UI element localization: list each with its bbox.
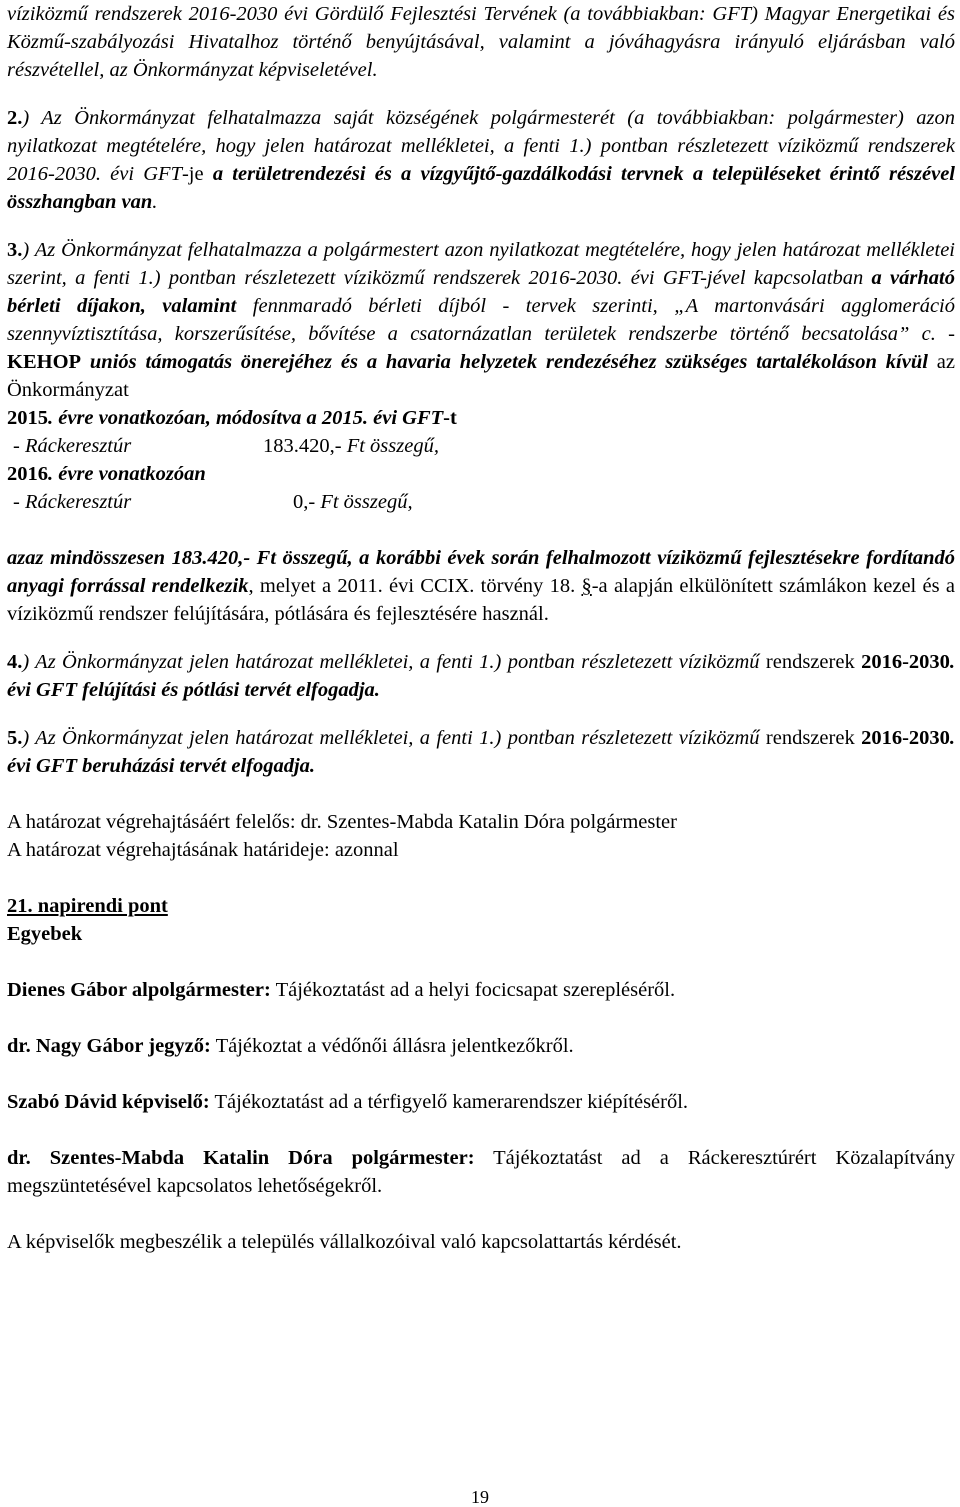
paragraph-3-number: 3. [7, 239, 23, 261]
total-paragraph: azaz mindösszesen 183.420,- Ft összegű, a korábbi évek során felhalmozott víziközmű fejlesztésekre fordítandó anyagi forrással rendelkezik, melyet a 2011. évi CCIX. törvény 18. §-a alapján elkülönített számlákon kezel és a víziközmű rendszer felújítására, pótlására és fejlesztésére használ. [7, 547, 955, 625]
agenda-title: Egyebek [7, 923, 83, 945]
paragraph-5: 5.) Az Önkormányzat jelen határozat mellékletei, a fenti 1.) pontban részletezett víziközmű rendszerek 2016-2030. évi GFT beruházási tervét elfogadja. [7, 727, 956, 777]
paragraph-4-number: 4. [7, 651, 23, 673]
agenda-item: Szabó Dávid képviselő: Tájékoztatást ad a térfigyelő kamerarendszer kiépítéséről. [7, 1091, 689, 1113]
paragraph-3: 3.) Az Önkormányzat felhatalmazza a polgármestert azon nyilatkozat megtételére, hogy jelen határozat mellékletei szerint, a fenti 1.) pontban részletezett víziközmű rendszerek 2016-2030. évi GFT-jével kapcsolatban a várható bérleti díjakon, valamint fennmaradó bérleti díjból - tervek szerinti, „A martonvásári agglomeráció szennyvíztisztítása, korszerűsítése, bővítése a csatornázatlan területek rendszerbe történő becsatolása” c. - KEHOP uniós támogatás önerejéhez és a havaria helyzetek rendezéséhez szükséges tartalékoláson kívül az Önkormányzat [7, 239, 955, 401]
closing-line: A képviselők megbeszélik a település vállalkozóival való kapcsolattartás kérdését. [7, 1231, 682, 1253]
speaker: Szabó Dávid képviselő: [7, 1091, 210, 1113]
responsible-line: A határozat végrehajtásáért felelős: dr. Szentes-Mabda Katalin Dóra polgármester [7, 811, 677, 833]
deadline-line: A határozat végrehajtásának határideje: azonnal [7, 839, 399, 861]
paragraph-5-number: 5. [7, 727, 23, 749]
year-2016-heading: 2016. évre vonatkozóan [7, 463, 206, 485]
agenda-item: Dienes Gábor alpolgármester: Tájékoztatást ad a helyi focicsapat szerepléséről. [7, 979, 676, 1001]
paragraph-2: 2.) Az Önkormányzat felhatalmazza saját községének polgármesterét (a továbbiakban: polgármester) azon nyilatkozat megtételére, hogy jelen határozat mellékletei, a fenti 1.) pontban részletezett víziközmű rendszerek 2016-2030. évi GFT-je a területrendezési és a vízgyűjtő-gazdálkodási tervnek a településeket érintő részével összhangban van. [7, 107, 955, 213]
speaker: Dienes Gábor alpolgármester: [7, 979, 271, 1001]
intro-paragraph: víziközmű rendszerek 2016-2030 évi Gördülő Fejlesztési Tervének (a továbbiakban: GFT) Magyar Energetikai és Közmű-szabályozási Hivatalhoz történő benyújtásával, valamint a jóváhagyásra irányuló eljárásban való részvétellel, az Önkormányzat képviseletével. [7, 3, 955, 81]
page-number: 19 [471, 1487, 489, 1507]
agenda-item: dr. Szentes-Mabda Katalin Dóra polgármester: Tájékoztatást ad a Ráckeresztúrért Közalapítvány megszüntetésével kapcsolatos lehetőségekről. [7, 1147, 955, 1197]
speaker: dr. Nagy Gábor jegyző: [7, 1035, 211, 1057]
year-2016-amount: 0,- Ft összegű, [293, 491, 413, 513]
year-2016-row [13, 488, 955, 516]
paragraph-2-number: 2. [7, 107, 23, 129]
agenda-point: 21. napirendi pont [7, 895, 168, 917]
paragraph-4: 4.) Az Önkormányzat jelen határozat mellékletei, a fenti 1.) pontban részletezett víziközmű rendszerek 2016-2030. évi GFT felújítási és pótlási tervét elfogadja. [7, 651, 956, 701]
year-2015-amount: 183.420,- Ft összegű, [263, 435, 439, 457]
year-2015-heading: 2015. évre vonatkozóan, módosítva a 2015. évi GFT-t [7, 407, 457, 429]
year-2015-row [13, 432, 955, 460]
year-2015-place: - Ráckeresztúr [13, 435, 132, 457]
year-2016-place: - Ráckeresztúr [13, 491, 132, 513]
document-page [7, 0, 955, 1256]
agenda-item: dr. Nagy Gábor jegyző: Tájékoztat a védőnői állásra jelentkezőkről. [7, 1035, 574, 1057]
speaker: dr. Szentes-Mabda Katalin Dóra polgármester: [7, 1147, 475, 1169]
